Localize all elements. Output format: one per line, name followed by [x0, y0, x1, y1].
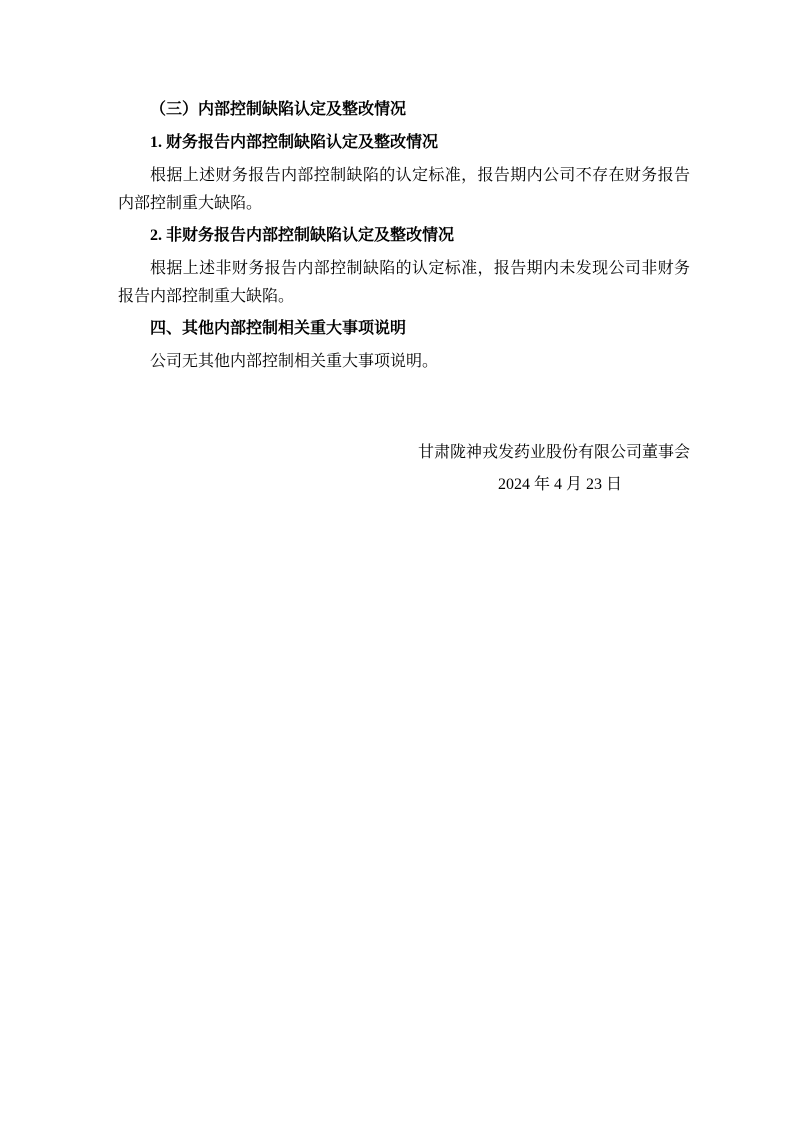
paragraph-other-matters: 公司无其他内部控制相关重大事项说明。: [150, 353, 439, 370]
section-heading-defect-identification: （三）内部控制缺陷认定及整改情况: [150, 101, 407, 118]
paragraph-nonfinancial-report-defects: 根据上述非财务报告内部控制缺陷的认定标准，报告期内未发现公司非财务报告内部控制重大缺陷。: [118, 260, 690, 305]
signature-date: 2024 年 4 月 23 日: [497, 476, 622, 493]
signature-block: [118, 438, 690, 500]
signature-company: 甘肃陇神戎发药业股份有限公司董事会: [417, 444, 690, 461]
subheading-nonfinancial-report-defects: 2. 非财务报告内部控制缺陷认定及整改情况: [150, 227, 455, 244]
paragraph-financial-report-defects: 根据上述财务报告内部控制缺陷的认定标准，报告期内公司不存在财务报告内部控制重大缺陷。: [118, 167, 690, 212]
subheading-financial-report-defects: 1. 财务报告内部控制缺陷认定及整改情况: [150, 134, 439, 151]
section-heading-other-matters: 四、其他内部控制相关重大事项说明: [150, 320, 407, 337]
